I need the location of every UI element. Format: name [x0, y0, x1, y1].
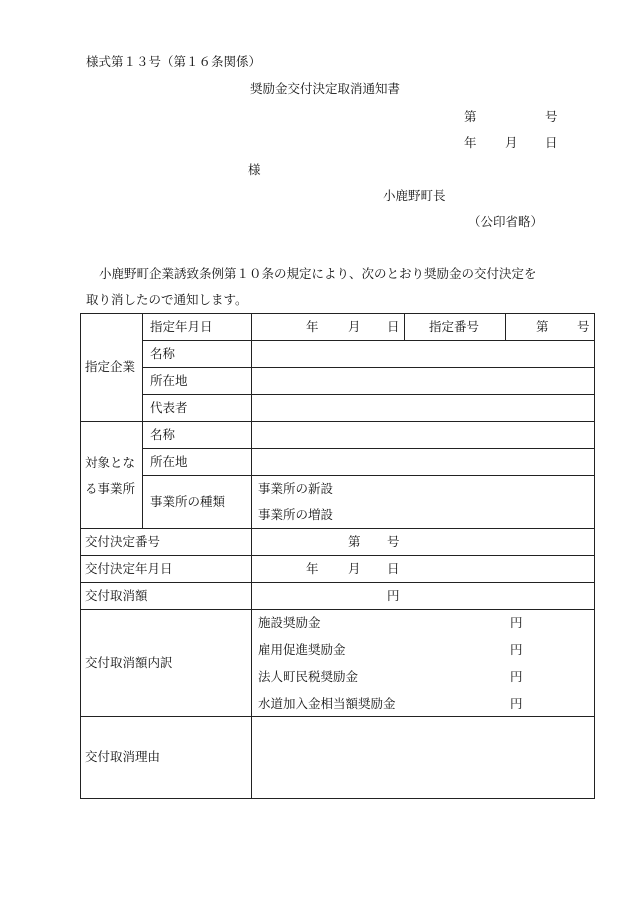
date-year: 年	[464, 135, 477, 150]
form-number: 様式第１３号（第１６条関係）	[86, 54, 262, 69]
designation-year: 年	[306, 319, 319, 334]
body-text-line-2: 取り消したので通知します。	[86, 292, 248, 307]
row-line	[142, 448, 595, 449]
company-name-label: 名称	[150, 346, 176, 361]
date-day: 日	[545, 135, 558, 150]
table-border-left	[80, 313, 81, 799]
corporate-tax-incentive-label: 法人町民税奨励金	[258, 669, 359, 684]
doc-number-prefix: 第	[464, 109, 477, 124]
issuer-name: 小鹿野町長	[383, 188, 446, 203]
table-border-top	[80, 313, 595, 314]
office-new-option: 事業所の新設	[258, 481, 334, 496]
col-line	[404, 313, 405, 341]
doc-number-suffix: 号	[545, 109, 558, 124]
grant-decision-day: 日	[387, 561, 400, 576]
row-line	[80, 421, 595, 422]
water-incentive-label: 水道加入金相当額奨励金	[258, 696, 396, 711]
grant-decision-number-label: 交付決定番号	[85, 534, 161, 549]
row-line	[80, 609, 595, 610]
grant-decision-no-prefix: 第	[348, 534, 361, 549]
office-name-label: 名称	[150, 427, 176, 442]
target-office-label-line-2: る事業所	[85, 481, 136, 496]
company-representative-label: 代表者	[150, 400, 188, 415]
grant-decision-no-suffix: 号	[387, 534, 400, 549]
corporate-tax-incentive-yen: 円	[510, 669, 523, 684]
employment-incentive-yen: 円	[510, 642, 523, 657]
office-expand-option: 事業所の増設	[258, 507, 334, 522]
document-title: 奨励金交付決定取消通知書	[250, 81, 401, 96]
row-line	[142, 394, 595, 395]
row-line	[80, 716, 595, 717]
facility-incentive-label: 施設奨励金	[258, 615, 321, 630]
row-line	[80, 528, 595, 529]
seal-note: （公印省略）	[468, 214, 544, 229]
row-line	[142, 367, 595, 368]
table-border-right	[594, 313, 595, 799]
cancel-breakdown-label: 交付取消額内訳	[85, 655, 173, 670]
employment-incentive-label: 雇用促進奨励金	[258, 642, 346, 657]
row-line	[80, 582, 595, 583]
body-text-line-1: 小鹿野町企業誘致条例第１０条の規定により、次のとおり奨励金の交付決定を	[99, 266, 537, 281]
grant-decision-date-label: 交付決定年月日	[85, 561, 173, 576]
target-office-label-line-1: 対象とな	[85, 455, 136, 470]
col-line	[251, 313, 252, 799]
col-line	[505, 313, 506, 341]
date-month: 月	[505, 135, 518, 150]
addressee-suffix: 様	[248, 162, 261, 177]
water-incentive-yen: 円	[510, 696, 523, 711]
designation-no-suffix: 号	[577, 319, 590, 334]
col-line	[142, 313, 143, 529]
cancel-amount-yen: 円	[387, 588, 400, 603]
company-address-label: 所在地	[150, 373, 188, 388]
table-border-bottom	[80, 798, 595, 799]
row-line	[80, 555, 595, 556]
row-line	[142, 340, 595, 341]
designation-date-label: 指定年月日	[150, 319, 213, 334]
row-line	[142, 475, 595, 476]
office-address-label: 所在地	[150, 454, 188, 469]
designation-month: 月	[348, 319, 361, 334]
office-type-label: 事業所の種類	[150, 494, 226, 509]
grant-decision-month: 月	[348, 561, 361, 576]
designation-no-prefix: 第	[536, 319, 549, 334]
designation-number-label: 指定番号	[429, 319, 480, 334]
notice-table	[80, 313, 595, 799]
cancel-amount-label: 交付取消額	[85, 588, 148, 603]
cancel-reason-label: 交付取消理由	[85, 749, 161, 764]
designated-company-label: 指定企業	[85, 359, 136, 374]
facility-incentive-yen: 円	[510, 615, 523, 630]
grant-decision-year: 年	[306, 561, 319, 576]
designation-day: 日	[387, 319, 400, 334]
